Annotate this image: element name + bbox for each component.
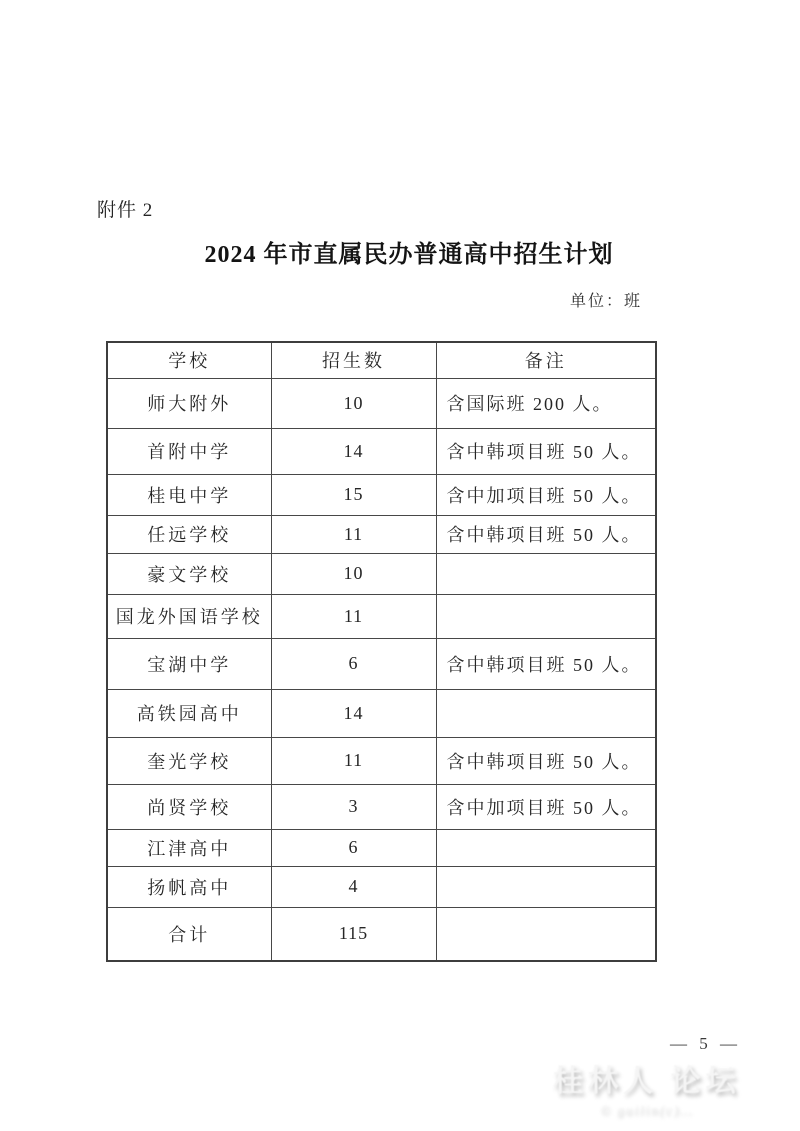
table-body — [107, 378, 656, 961]
table-row — [107, 515, 656, 553]
watermark — [532, 1056, 762, 1118]
table-row — [107, 474, 656, 515]
unit-label: 单位：班 — [569, 293, 642, 310]
remark-cell: 含国际班 200 人。 — [436, 378, 656, 428]
table-row — [107, 907, 656, 961]
header-enrollment-count: 招生数 — [271, 342, 436, 378]
count-cell: 115 — [271, 907, 436, 961]
header-school: 学校 — [107, 342, 271, 378]
page-title: 2024 年市直属民办普通高中招生计划 — [204, 242, 614, 268]
enrollment-plan-table — [106, 341, 657, 962]
count-cell: 10 — [271, 553, 436, 594]
remark-cell — [436, 866, 656, 907]
count-cell: 6 — [271, 638, 436, 689]
count-cell: 4 — [271, 866, 436, 907]
school-cell: 任远学校 — [107, 515, 271, 553]
table-row — [107, 638, 656, 689]
table-row — [107, 428, 656, 474]
school-cell: 尚贤学校 — [107, 784, 271, 829]
remark-cell: 含中韩项目班 50 人。 — [436, 737, 656, 784]
table-row — [107, 784, 656, 829]
remark-cell — [436, 689, 656, 737]
school-cell: 豪文学校 — [107, 553, 271, 594]
count-cell: 10 — [271, 378, 436, 428]
school-cell: 高铁园高中 — [107, 689, 271, 737]
school-cell: 奎光学校 — [107, 737, 271, 784]
school-cell: 国龙外国语学校 — [107, 594, 271, 638]
count-cell: 3 — [271, 784, 436, 829]
table-row — [107, 866, 656, 907]
remark-cell — [436, 553, 656, 594]
school-cell: 桂电中学 — [107, 474, 271, 515]
watermark-copyright: © guilin(c)… — [600, 1102, 694, 1117]
table-header-row — [107, 342, 656, 378]
page-number: — 5 — — [670, 1034, 741, 1053]
remark-cell: 含中韩项目班 50 人。 — [436, 638, 656, 689]
remark-cell: 含中韩项目班 50 人。 — [436, 428, 656, 474]
remark-cell: 含中韩项目班 50 人。 — [436, 515, 656, 553]
remark-cell — [436, 907, 656, 961]
watermark-forum-name: 桂林人 论坛 — [553, 1065, 741, 1098]
remark-cell: 含中加项目班 50 人。 — [436, 474, 656, 515]
count-cell: 11 — [271, 737, 436, 784]
school-cell: 江津高中 — [107, 829, 271, 866]
table-row — [107, 737, 656, 784]
attachment-label: 附件 2 — [97, 200, 154, 221]
remark-cell — [436, 829, 656, 866]
table-row — [107, 553, 656, 594]
remark-cell — [436, 594, 656, 638]
count-cell: 6 — [271, 829, 436, 866]
count-cell: 11 — [271, 515, 436, 553]
school-cell: 首附中学 — [107, 428, 271, 474]
school-cell: 扬帆高中 — [107, 866, 271, 907]
header-remarks: 备注 — [436, 342, 656, 378]
count-cell: 14 — [271, 689, 436, 737]
count-cell: 15 — [271, 474, 436, 515]
count-cell: 11 — [271, 594, 436, 638]
school-cell: 师大附外 — [107, 378, 271, 428]
count-cell: 14 — [271, 428, 436, 474]
table-row — [107, 594, 656, 638]
table-row — [107, 689, 656, 737]
school-cell: 合计 — [107, 907, 271, 961]
remark-cell: 含中加项目班 50 人。 — [436, 784, 656, 829]
table-row — [107, 829, 656, 866]
school-cell: 宝湖中学 — [107, 638, 271, 689]
table-row — [107, 378, 656, 428]
